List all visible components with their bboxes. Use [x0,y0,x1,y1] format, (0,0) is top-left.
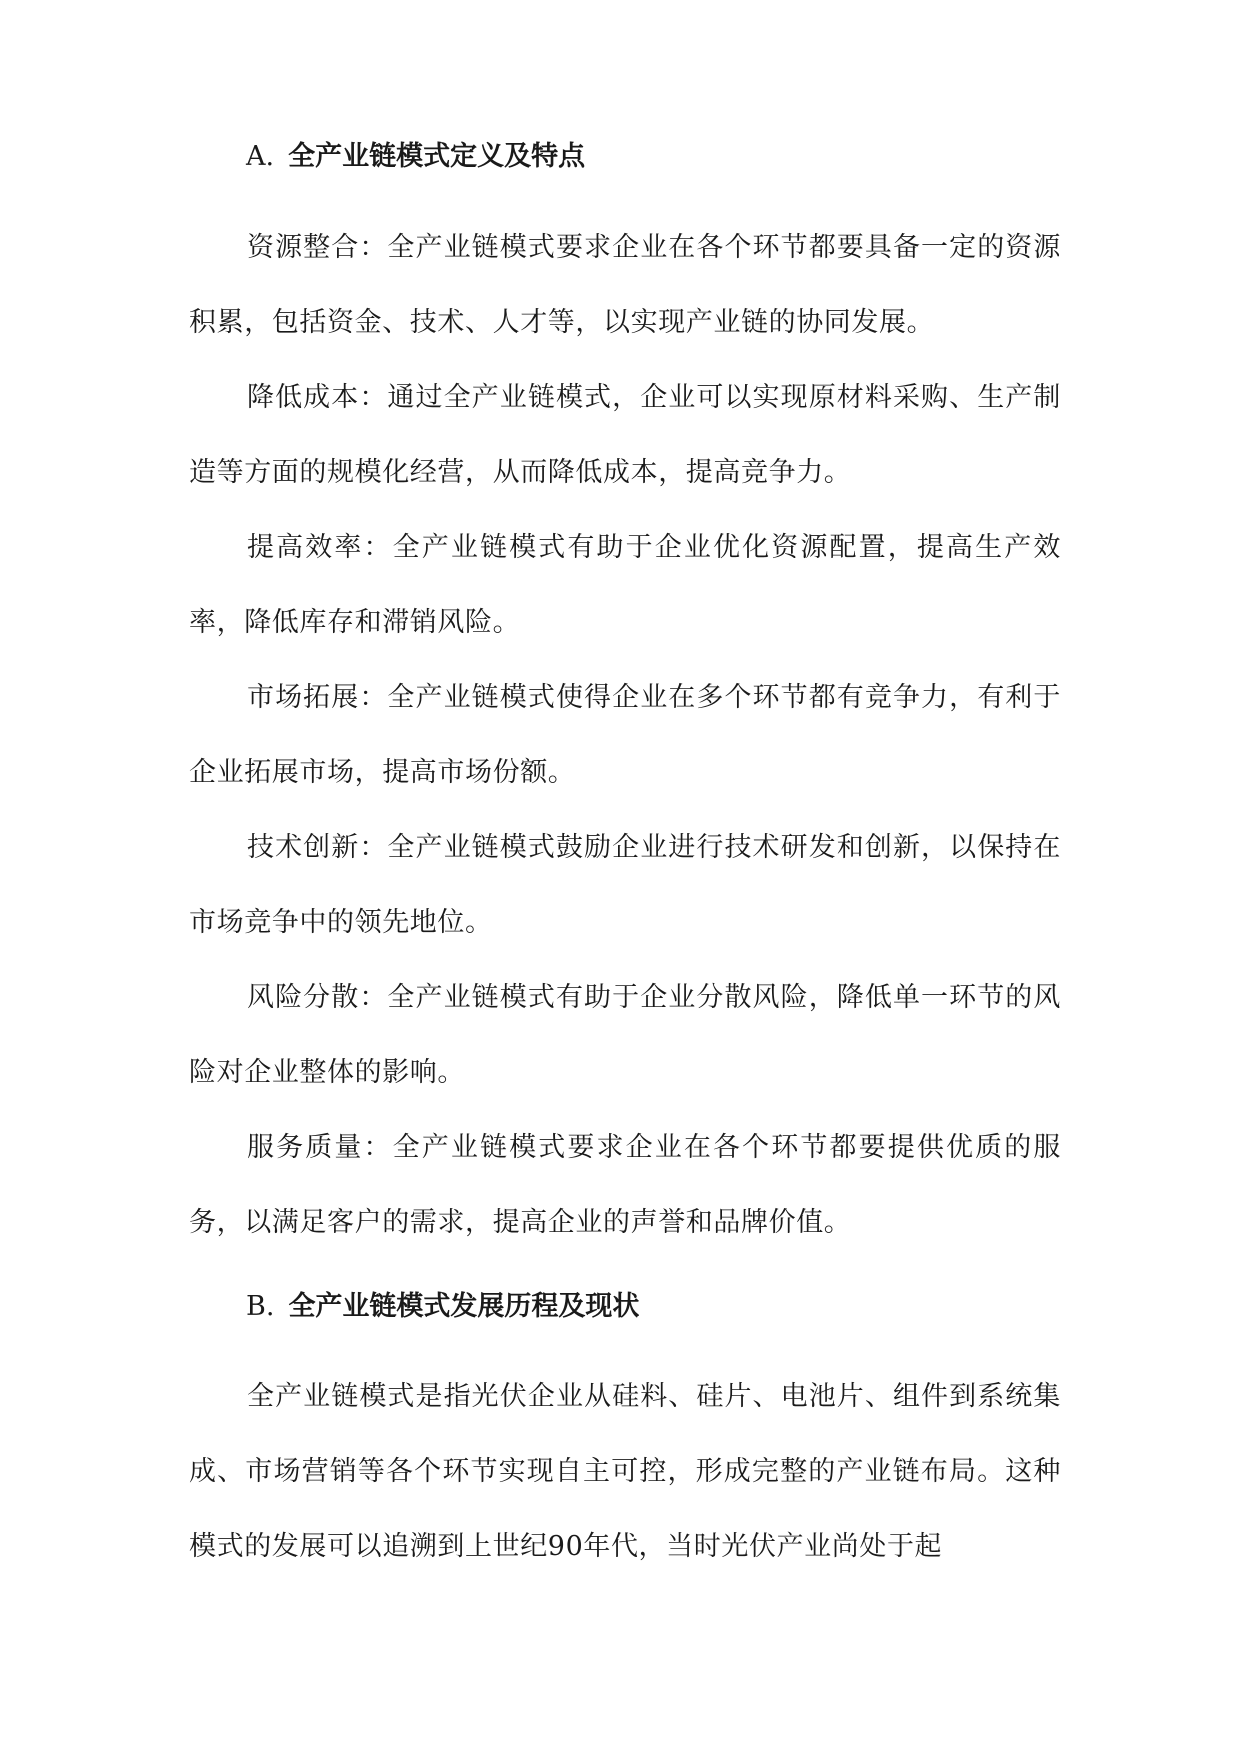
paragraph-tech-innovation: 技术创新：全产业链模式鼓励企业进行技术研发和创新，以保持在市场竞争中的领先地位。 [189,832,1061,938]
section-a-title: 全产业链模式定义及特点 [288,141,586,172]
paragraph-efficiency: 提高效率：全产业链模式有助于企业优化资源配置，提高生产效率，降低库存和滞销风险。 [189,532,1061,638]
section-b-title: 全产业链模式发展历程及现状 [288,1291,640,1322]
paragraph-service-quality: 服务质量：全产业链模式要求企业在各个环节都要提供优质的服务，以满足客户的需求，提高企业的声誉和品牌价值。 [189,1132,1061,1238]
paragraph-risk-diversification: 风险分散：全产业链模式有助于企业分散风险，降低单一环节的风险对企业整体的影响。 [189,982,1061,1088]
section-b-label: B. [246,1291,275,1322]
section-b-heading [246,1287,639,1327]
paragraph-market-expansion: 市场拓展：全产业链模式使得企业在多个环节都有竞争力，有利于企业拓展市场，提高市场份额。 [189,682,1061,788]
section-a-heading [246,137,585,177]
paragraph-cost-reduction: 降低成本：通过全产业链模式，企业可以实现原材料采购、生产制造等方面的规模化经营，从而降低成本，提高竞争力。 [189,382,1061,488]
paragraph-development-history: 全产业链模式是指光伏企业从硅料、硅片、电池片、组件到系统集成、市场营销等各个环节实现自主可控，形成完整的产业链布局。这种模式的发展可以追溯到上世纪90年代，当时光伏产业尚处于起 [189,1381,1061,1562]
section-a-label: A. [246,141,275,172]
paragraph-resource-integration: 资源整合：全产业链模式要求企业在各个环节都要具备一定的资源积累，包括资金、技术、人才等，以实现产业链的协同发展。 [189,232,1061,338]
